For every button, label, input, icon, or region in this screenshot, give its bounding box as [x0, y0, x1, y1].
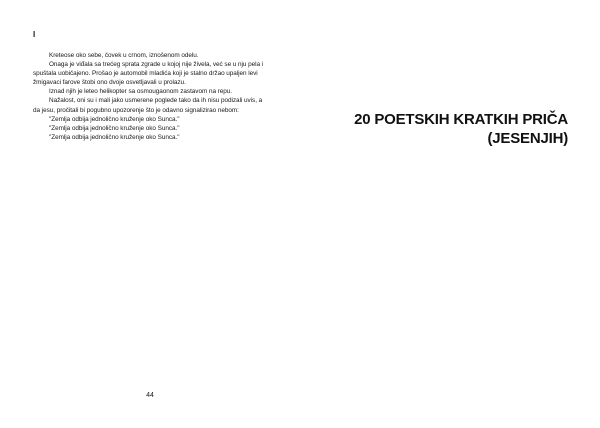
paragraph-1: Kreteose oko sebe, čovek u crnom, iznošenom odelu.: [49, 52, 199, 59]
chapter-title: [308, 110, 568, 148]
page-number-text: 44: [146, 392, 154, 399]
right-page: [300, 0, 600, 428]
paragraph-2: Onaga je viđala sa trećeg sprata zgrade u kojoj nije živela, već se u nju pela i spuštala uobičajeno. Prošao je automobil mladića koji je stalno držao upaljen levi žmigavaci farove štobi ono dvoje osvetljavali u prolazu.: [33, 61, 264, 87]
body-text: [33, 51, 270, 142]
page-number: [0, 391, 300, 400]
section-mark: I: [33, 30, 36, 39]
quote-line-2: "Zemlja odbija jednolično kruženje oko Sunca.": [49, 124, 180, 132]
quote-line-3: "Zemlja odbija jednolično kruženje oko Sunca.": [49, 133, 180, 141]
paragraph-4: Nažalost, oni su i mali jako usmerene poglede tako da ih nisu podizali uvis, a da jesu, pročitali bi pogubno upozorenje što je odavno signalizirao nebom:: [33, 97, 263, 114]
quote-line-1: "Zemlja odbija jednolično kruženje oko Sunca.": [49, 115, 180, 123]
paragraph-3: Iznad njih je leteo helikopter sa osmougaonom zastavom na repu.: [49, 88, 232, 96]
chapter-title-line-2: (JESENJIH): [487, 130, 568, 147]
chapter-title-line-1: 20 POETSKIH KRATKIH PRIČA: [354, 111, 568, 128]
